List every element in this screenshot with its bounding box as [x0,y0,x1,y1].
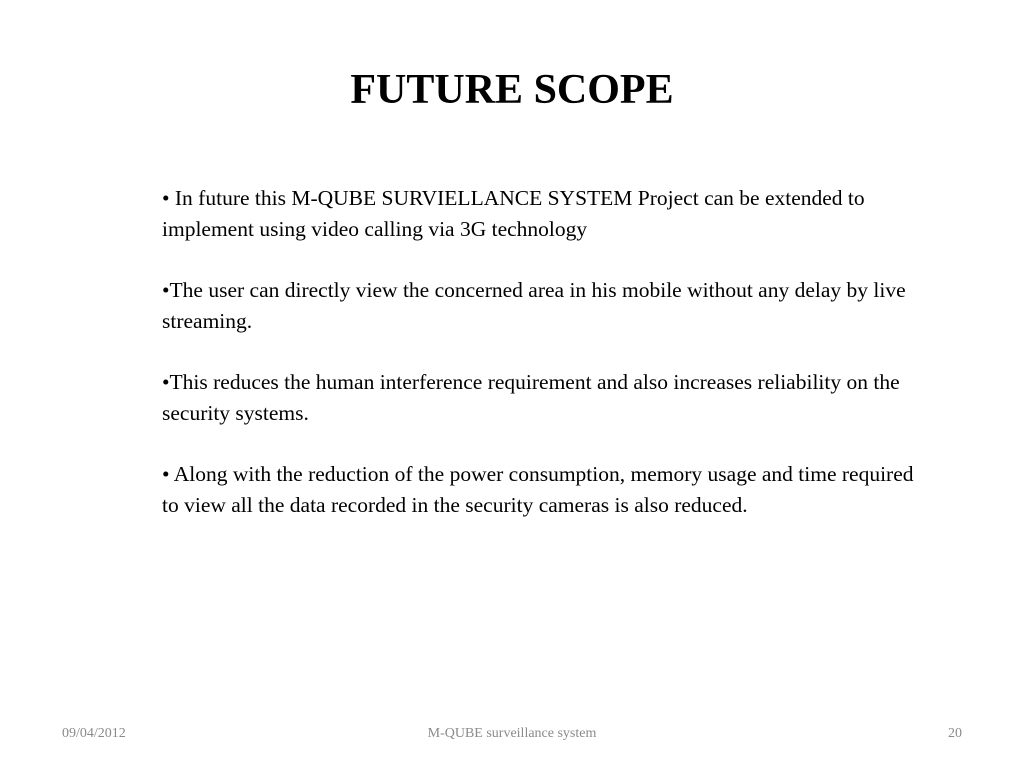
slide-title: FUTURE SCOPE [350,67,674,113]
bullet-item: • Along with the reduction of the power consumption, memory usage and time required to view all the data recorded in the security cameras is also reduced. [162,462,914,517]
bullet-list [162,183,927,520]
bullet-item: •This reduces the human interference requirement and also increases reliability on the security systems. [162,370,900,425]
footer-page-number: 20 [948,726,962,741]
footer-date: 09/04/2012 [62,726,126,741]
bullet-item: •The user can directly view the concerned area in his mobile without any delay by live streaming. [162,278,906,333]
footer-center-text: M-QUBE surveillance system [427,726,597,741]
bullet-item: • In future this M-QUBE SURVIELLANCE SYSTEM Project can be extended to implement using video calling via 3G technology [162,186,865,241]
